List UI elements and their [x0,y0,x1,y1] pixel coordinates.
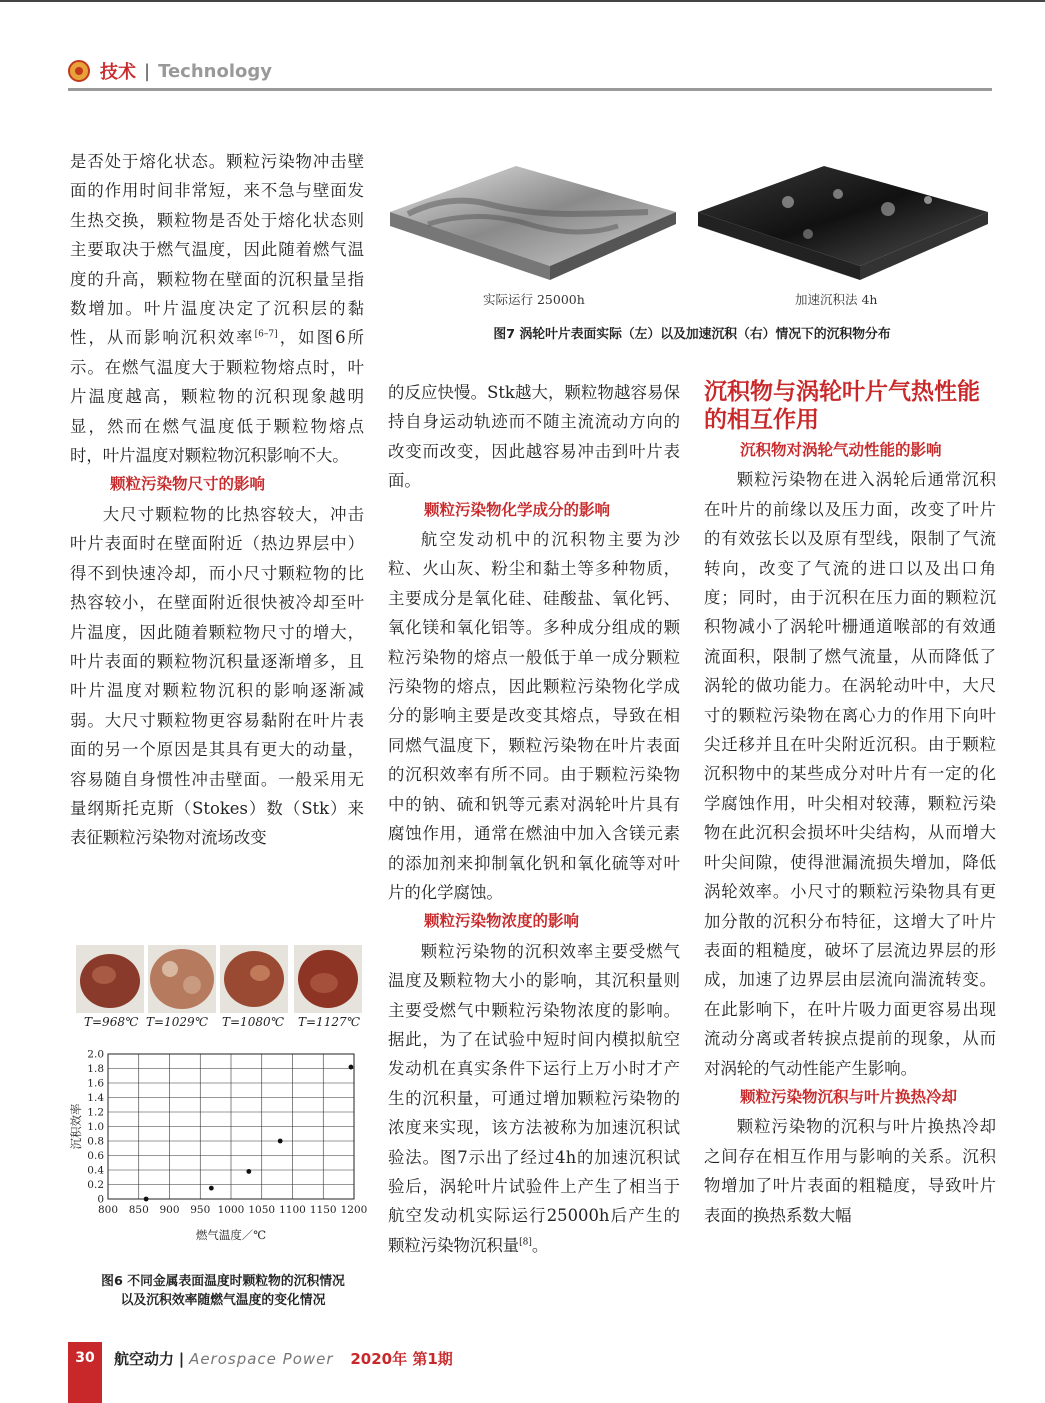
paragraph-text: 。 [531,1235,549,1255]
y-tick-label: 0.6 [87,1150,104,1162]
paragraph: 大尺寸颗粒物的比热容较大，冲击叶片表面时在壁面附近（热边界层中）得不到快速冷却，而小尺寸颗粒物的比热容较小，在壁面附近很快被冷却至叶片温度，因此随着颗粒物尺寸的增大，叶片表面的颗粒物沉积量逐渐增多，且叶片温度对颗粒物沉积的影响逐渐减弱。大尺寸颗粒物更容易黏附在叶片表面的另一个原因是其具有更大的动量，容易随自身惯性冲击壁面。一般采用无量纲斯托克斯（Stokes）数（Stk）来表征颗粒污染物对流场改变 [70,504,364,848]
paragraph: 颗粒污染物在进入涡轮后通常沉积在叶片的前缘以及压力面，改变了叶片的有效弦长以及原有型线，限制了气流转向，改变了气流的进口以及出口角度；同时，由于沉积在压力面的颗粒沉积物减小了涡轮叶栅通道喉部的有效通流面积，限制了燃气流量，从而降低了涡轮的做功能力。在涡轮动叶中，大尺寸的颗粒污染物在离心力的作用下向叶尖迁移并且在叶尖附近沉积。由于颗粒沉积物中的某些成分对叶片有一定的化学腐蚀作用，叶尖相对较薄，颗粒污染物在此沉积会损坏叶尖结构，从而增大叶尖间隙，使得泄漏流损失增加，降低涡轮效率。小尺寸的颗粒污染物具有更加分散的沉积分布特征，这增大了叶片表面的粗糙度，破坏了层流边界层的形成，加速了边界层由层流向湍流转变。在此影响下，在叶片吸力面更容易出现流动分离或者转捩点提前的现象，从而对涡轮的气动性能产生影响。 [704,470,996,1078]
paragraph-text: ，如图6所示。在燃气温度大于颗粒物熔点时，叶片温度越高，颗粒物的沉积现象越明显，然而在燃气温度低于颗粒物熔点时，叶片温度对颗粒物沉积影响不大。 [70,328,365,466]
x-tick-label: 850 [128,1204,149,1216]
journal-name-cn: 航空动力 [114,1350,175,1368]
column-3 [704,436,996,1230]
x-tick-label: 950 [190,1204,211,1216]
x-tick-label: 1200 [340,1204,368,1216]
deposit-photo-1029 [148,945,216,1013]
footer-separator: | [178,1350,185,1368]
page-number: 30 [75,1350,95,1366]
y-tick-label: 0 [97,1193,104,1206]
data-point [278,1139,283,1144]
journal-name-en: Aerospace Power [189,1350,334,1368]
data-point [209,1186,214,1191]
surface-accelerated-image [698,166,988,280]
header-rule [68,88,992,91]
section-heading: 沉积物与涡轮叶片气热性能的相互作用 [704,379,980,433]
data-point [246,1169,251,1174]
section-title-en: Technology [158,60,272,82]
y-tick-label: 1.8 [87,1063,104,1075]
subheading: 颗粒污染物沉积与叶片换热冷却 [740,1087,958,1106]
paragraph: 航空发动机中的沉积物主要为沙粒、火山灰、粉尘和黏土等多种物质，主要成分是氧化硅、硅酸盐、氧化钙、氧化镁和氧化铝等。多种成分组成的颗粒污染物的熔点一般低于单一成分颗粒污染物的熔点，因此颗粒污染物化学成分的影响主要是改变其熔点，导致在相同燃气温度下，颗粒污染物在叶片表面的沉积效率有所不同。由于颗粒污染物中的钠、硫和钒等元素对涡轮叶片具有腐蚀作用，通常在燃油中加入含镁元素的添加剂来抑制氧化钒和氧化硫等对叶片的化学腐蚀。 [388,530,680,902]
surface-actual-image [390,166,676,280]
y-axis-label: 沉积效率 [69,1103,83,1150]
photo-label: T=968℃ [84,1015,139,1029]
y-tick-label: 2.0 [87,1048,104,1061]
photo-label: T=1029℃ [146,1015,209,1029]
x-tick-label: 1100 [279,1204,306,1216]
paragraph: 颗粒污染物的沉积与叶片换热冷却之间存在相互作用与影响的关系。沉积物增加了叶片表面的粗糙度，导致叶片表面的换热系数大幅 [704,1117,996,1225]
subheading: 颗粒污染物浓度的影响 [424,912,580,931]
deposit-photo-1127 [294,945,362,1013]
y-tick-label: 1.4 [87,1092,104,1104]
section-title-cn: 技术 [100,62,136,83]
photo-label: T=1127℃ [298,1015,361,1029]
subheading: 沉积物对涡轮气动性能的影响 [740,441,942,459]
column-2 [388,378,680,1260]
paragraph [388,937,680,1260]
paragraph [70,147,364,470]
photo-label: T=1080℃ [222,1015,285,1029]
section-header [68,56,272,86]
deposit-photo-968 [76,945,144,1013]
deposit-photo-1080 [220,945,288,1013]
x-axis-label: 燃气温度／℃ [195,1228,267,1242]
figure-7-images [388,154,996,294]
journal-footer [114,1348,453,1369]
data-point [349,1065,354,1070]
x-tick-label: 1000 [217,1204,245,1216]
figure-7-caption-right: 加速沉积法 4h [795,292,878,307]
column-1 [70,147,364,853]
figure-7-caption-left: 实际运行 25000h [483,292,585,307]
y-tick-label: 0.8 [87,1135,104,1148]
figure-6-title-line-1: 图6 不同金属表面温度时颗粒物的沉积情况 [101,1274,345,1289]
paragraph: 的反应快慢。Stk越大，颗粒物越容易保持自身运动轨迹而不随主流流动方向的改变而改变，因此越容易冲击到叶片表面。 [388,383,680,491]
subheading: 颗粒污染物尺寸的影响 [110,475,266,494]
x-tick-label: 1050 [248,1204,276,1216]
y-tick-label: 0.2 [87,1179,104,1191]
figure-7-title: 图7 涡轮叶片表面实际（左）以及加速沉积（右）情况下的沉积物分布 [493,327,891,342]
figure-6-title-line-2: 以及沉积效率随燃气温度的变化情况 [120,1293,326,1308]
journal-issue: 2020年 第1期 [350,1350,453,1368]
y-tick-label: 1.6 [87,1077,104,1090]
citation: [6–7] [254,329,278,340]
data-point [144,1197,149,1202]
journal-logo-icon [68,60,90,82]
y-tick-label: 0.4 [87,1164,104,1177]
header-separator: | [144,60,151,82]
paragraph-text: 是否处于熔化状态。颗粒污染物冲击壁面的作用时间非常短，来不急与壁面发生热交换，颗粒物是否处于熔化状态则主要取决于燃气温度，因此随着燃气温度的升高，颗粒物在壁面的沉积量呈指数增加。叶片温度决定了沉积层的黏性，从而影响沉积效率 [70,152,364,348]
x-tick-label: 900 [159,1204,180,1216]
y-tick-label: 1.0 [87,1121,104,1133]
paragraph-text: 颗粒污染物的沉积效率主要受燃气温度及颗粒物大小的影响，其沉积量则主要受燃气中颗粒污染物浓度的影响。据此，为了在试验中短时间内模拟航空发动机在真实条件下运行上万小时才产生的沉积量，可通过增加颗粒污染物的浓度来实现，该方法被称为加速沉积试验法。图7示出了经过4h的加速沉积试验后，涡轮叶片试验件上产生了相当于航空发动机实际运行25000h后产生的颗粒污染物沉积量 [388,941,680,1255]
figure-6-title [68,1272,378,1310]
deposition-efficiency-chart [68,1044,378,1254]
top-rule [0,0,1045,2]
x-tick-label: 1150 [309,1204,337,1216]
y-tick-label: 1.2 [87,1106,104,1119]
subheading: 颗粒污染物化学成分的影响 [424,500,611,519]
citation: [8] [519,1237,532,1248]
x-tick-label: 800 [97,1204,119,1216]
